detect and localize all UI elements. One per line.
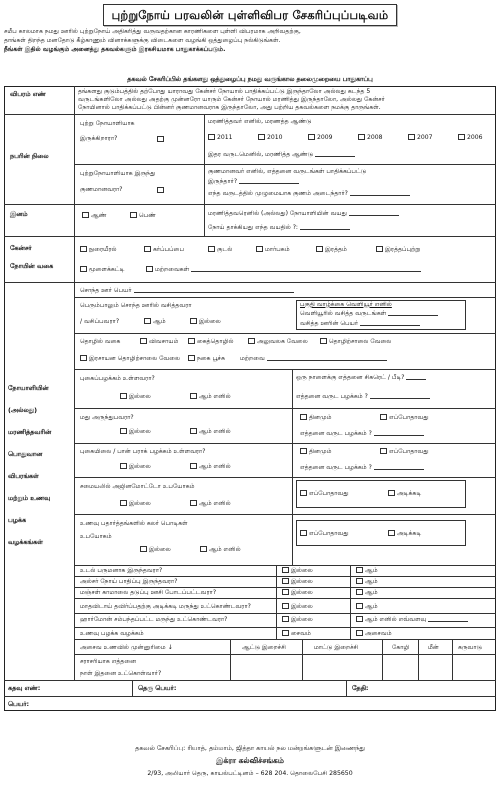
checkbox[interactable] <box>248 338 255 344</box>
checkbox[interactable] <box>190 500 197 506</box>
checkbox[interactable] <box>144 318 151 324</box>
alcohol-daily-option[interactable]: தினமும் <box>300 414 332 422</box>
meat-col-header: மீன் <box>428 644 439 651</box>
cancer-type-option[interactable]: மூளைக்கட்டி <box>80 266 125 274</box>
row-divider <box>74 333 496 334</box>
cancer-now-checkbox[interactable] <box>157 136 164 142</box>
alcohol-yes-option[interactable]: ஆம் எனில் <box>190 428 231 436</box>
row-divider <box>74 477 496 478</box>
native-question-1: பெரும்பாலும் சொந்த ஊரில் வசித்தவரா <box>80 302 192 309</box>
cured-label-a: புற்றுநோயாளியாக இருந்து <box>80 170 156 177</box>
row-divider <box>74 598 496 599</box>
lifestyle-label: விபரங்கள் <box>8 472 39 480</box>
checkbox[interactable] <box>140 546 147 552</box>
row-divider <box>4 204 496 205</box>
checkbox[interactable] <box>282 630 289 636</box>
col-divider <box>204 114 205 204</box>
cancer-type-option[interactable]: நுரையீரல் <box>80 246 117 254</box>
meat-col-header: கருவாடு <box>458 644 483 651</box>
checkbox[interactable] <box>140 338 147 344</box>
lifestyle-label: பழக்க <box>8 516 27 524</box>
intro-line-1: சமீப காலமாக நமது ஊரில் புற்றுநோய் அதிகரித்து வருவதற்கான காரணிகளை புள்ளி விபரமாக அறிவதற்கு, <box>4 28 301 35</box>
checkbox[interactable] <box>356 578 363 584</box>
cured-checkbox[interactable] <box>157 187 164 193</box>
checkbox[interactable] <box>120 428 127 434</box>
checkbox[interactable] <box>188 338 195 344</box>
meat-frequency-label-1: சராசரியாக எத்தனை <box>80 658 137 665</box>
msg-often-option[interactable]: அடிக்கடி <box>388 490 421 498</box>
col-divider <box>132 680 133 696</box>
checkbox[interactable] <box>282 589 289 595</box>
title-wrap <box>0 4 500 26</box>
cancer-now-label-b: இருக்கிறாரா? <box>80 135 118 142</box>
cancer-type-option[interactable]: இரத்தப்புற்று <box>376 246 420 254</box>
occupation-other-field[interactable]: மற்றவை <box>240 355 387 363</box>
occupation-option[interactable]: தொழிற்சாலை வேலை <box>320 338 391 346</box>
row-divider <box>74 369 496 370</box>
alcohol-no-option[interactable]: இல்லை <box>120 428 151 436</box>
occupation-option[interactable]: நகை பூச்சு <box>188 355 225 363</box>
lifestyle-label: (அல்லது) <box>8 406 38 414</box>
ulcer-no-option[interactable]: இல்லை <box>282 578 313 586</box>
street-name-field[interactable]: தெரு பெயர்: <box>138 684 177 692</box>
intro-line-2: தாங்கள் திறந்த மனதோடு கீழ்காணும் வினாக்களுக்கு விடைகளை வழங்கி ஒத்துழைப்பு நல்கிடுங்கள். <box>4 36 281 44</box>
checkbox[interactable] <box>380 414 387 420</box>
occupation-option[interactable]: கைத்தொழில் <box>188 338 234 346</box>
year-option[interactable]: 2011 <box>208 134 233 142</box>
diet-question: உணவு பழக்க வழக்கம் <box>80 630 144 637</box>
checkbox[interactable] <box>190 393 197 399</box>
row-divider <box>74 639 496 640</box>
smoke-yes-option[interactable]: ஆம் எனில் <box>190 393 231 401</box>
checkbox[interactable] <box>308 134 315 140</box>
row-divider <box>74 408 496 409</box>
row-family-text-3: நோயினால் பாதிக்கப்பட்டு பின்னர் குணமானவராக இருந்தாலோ, அது பற்றிய தகவல்களை நமக்கு தாருங்கள். <box>78 104 381 111</box>
col-divider <box>452 639 453 680</box>
occupation-option[interactable]: இரசாயன தொழிற்சாலை வேலை <box>80 355 180 363</box>
native-yes-option[interactable]: ஆம் <box>144 318 166 326</box>
vaccine-no-option[interactable]: இல்லை <box>282 589 313 597</box>
diet-veg-option[interactable]: சைவம் <box>282 630 311 638</box>
checkbox[interactable] <box>376 246 383 252</box>
tobacco-sometimes-option[interactable]: எப்போதாவது <box>380 448 429 456</box>
checkbox[interactable] <box>358 134 365 140</box>
row-divider <box>74 654 496 655</box>
lifestyle-label: நோயாளியின் <box>8 384 49 392</box>
checkbox[interactable] <box>256 246 263 252</box>
row-divider <box>74 297 496 298</box>
lifestyle-label: மரணித்தவரின் <box>8 428 52 436</box>
intro-line-3: நீங்கள் இதில் வழங்கும் அனைத்து தகவல்களும் இரகசியமாக பாதுகாக்கப்படும். <box>4 45 226 53</box>
msg-question: சமையலில் அஜினமோட்டோ உபயோகம் <box>80 483 195 490</box>
name-field[interactable]: பெயர்: <box>8 700 30 708</box>
other-year-field[interactable]: இதர வருடமெனில், மரணித்த ஆண்டு <box>208 151 355 159</box>
obese-no-option[interactable]: இல்லை <box>282 567 313 575</box>
footer-line-1: தகவல் சேகரிப்பு: ரியாத், தம்மாம், ஜித்தா காயல் நல மன்றங்களுடன் இணைந்து <box>135 744 365 752</box>
color-often-option[interactable]: அடிக்கடி <box>388 530 421 538</box>
alcohol-question: மது அருந்துபவரா? <box>80 414 134 421</box>
checkbox[interactable] <box>80 266 87 272</box>
col-divider <box>418 639 419 680</box>
occupation-option[interactable]: அலுவலக வேலை <box>248 338 308 346</box>
cancer-type-option[interactable]: குடல் <box>208 246 232 254</box>
cancer-type-other[interactable]: மற்றவைகள் <box>146 266 421 274</box>
smoke-count-field[interactable]: ஒரு நாளைக்கு எத்தனை சிகரெட் / பீடி? <box>296 374 426 382</box>
tobacco-yes-option[interactable]: ஆம் எனில் <box>190 463 231 471</box>
obese-yes-option[interactable]: ஆம் <box>356 567 378 575</box>
checkbox[interactable] <box>146 266 153 272</box>
lifestyle-label: மற்றும் உணவு <box>8 494 51 502</box>
row-divider <box>4 282 496 283</box>
checkbox[interactable] <box>300 490 307 496</box>
checkbox[interactable] <box>282 567 289 573</box>
checkbox[interactable] <box>458 134 465 140</box>
alcohol-years-field[interactable]: எத்தனை வருட பழக்கம் ? <box>300 430 424 438</box>
meat-col-header: மாட்டு இறைச்சி <box>314 644 359 651</box>
subhead: தகவல் சேகரிப்பில் தங்களது ஒத்துழைப்பு நமது வருங்கால தலைமுறையை பாதுகாப்பு <box>127 76 373 83</box>
gender-female-option[interactable]: பெண் <box>130 212 156 220</box>
tobacco-daily-option[interactable]: தினமும் <box>300 448 332 456</box>
hometown-field[interactable]: சொந்த ஊர் பெயர் <box>80 287 294 295</box>
row-divider <box>4 680 496 681</box>
age-field[interactable]: மரணித்தவரெனில் (அல்லது) நோயாளியின் வயது <box>208 210 399 218</box>
vaccine-yes-option[interactable]: ஆம் <box>356 589 378 597</box>
native-question-2: / வசிப்பவரா? <box>80 318 120 325</box>
hormone-yes-field[interactable]: ஆம் எனில் எவ்வளவு <box>356 616 468 624</box>
occupation-option[interactable]: விவசாயம் <box>140 338 178 346</box>
checkbox[interactable] <box>300 414 307 420</box>
ulcer-question: அல்சர் நோய் பாதிப்பு இருந்தவரா? <box>80 578 178 585</box>
meat-col-header: ஆட்டு இறைச்சி <box>242 644 286 651</box>
checkbox[interactable] <box>300 448 307 454</box>
checkbox[interactable] <box>258 134 265 140</box>
row-family-label: விபரம் எண் <box>10 90 46 98</box>
intro-text <box>4 28 496 54</box>
cured-year-field[interactable]: எந்த வருடத்தில் முழுமையாக குணம் அடைந்தார்? <box>208 190 410 198</box>
pill-no-option[interactable]: இல்லை <box>282 603 313 611</box>
alcohol-sometimes-option[interactable]: எப்போதாவது <box>380 414 429 422</box>
color-sometimes-option[interactable]: எப்போதாவது <box>300 530 349 538</box>
cancer-type-option[interactable]: இரத்தம் <box>316 246 347 254</box>
tobacco-years-field[interactable]: எத்தனை வருட பழக்கம் ? <box>300 464 424 472</box>
color-no-option[interactable]: இல்லை <box>140 546 171 554</box>
pill-question: மாதவிடாய் தவிர்ப்பதற்கு அடிக்கடி மருந்து உட்கொண்டவரா? <box>80 603 251 610</box>
abroad-heading: பகுதி வாழ்க்கை வெளியூர் எனில் <box>300 301 392 308</box>
row-divider <box>74 613 496 614</box>
smoke-no-option[interactable]: இல்லை <box>120 393 151 401</box>
door-number-field[interactable]: கதவு எண்: <box>8 684 41 692</box>
row-divider <box>4 236 496 237</box>
cured-years-field[interactable]: இருந்தார்? <box>208 178 299 186</box>
checkbox[interactable] <box>356 630 363 636</box>
died-year-question: மரணித்தவர் எனில், மரணத்த ஆண்டு <box>208 118 312 125</box>
pill-yes-option[interactable]: ஆம் <box>356 603 378 611</box>
hormone-no-option[interactable]: இல்லை <box>282 616 313 624</box>
checkbox[interactable] <box>356 567 363 573</box>
checkbox[interactable] <box>356 616 363 622</box>
row-divider <box>4 114 496 115</box>
msg-no-option[interactable]: இல்லை <box>120 500 151 508</box>
meat-preference-label: அசைவ உணவில் முன்னுரிமை ↓ <box>80 644 173 651</box>
checkbox[interactable] <box>130 212 137 218</box>
color-yes-option[interactable]: ஆம் எனில் <box>200 546 241 554</box>
row-divider <box>4 696 496 697</box>
form-title: புற்றுநோய் பரவலின் புள்ளிவிபர சேகரிப்புப்படிவம் <box>103 4 398 26</box>
abroad-town-field[interactable]: வசித்த ஊரின் பெயர் <box>300 320 420 328</box>
year-option[interactable]: 2008 <box>358 134 383 142</box>
year-option[interactable]: 2009 <box>308 134 333 142</box>
checkbox[interactable] <box>356 589 363 595</box>
row-type-label-2: நோயின் வகை <box>10 262 54 270</box>
year-option[interactable]: 2007 <box>408 134 433 142</box>
checkbox[interactable] <box>120 500 127 506</box>
row-type-label-1: கேன்சர் <box>10 244 32 252</box>
checkbox[interactable] <box>200 546 207 552</box>
vaccine-question: மஞ்சள் காமாலை தடுப்பு ஊசி போடப்பட்டவரா? <box>80 589 217 596</box>
msg-sometimes-option[interactable]: எப்போதாவது <box>300 490 349 498</box>
checkbox[interactable] <box>388 490 395 496</box>
checkbox[interactable] <box>316 246 323 252</box>
msg-yes-option[interactable]: ஆம் எனில் <box>190 500 231 508</box>
row-status-label: நபரின் நிலை <box>10 152 49 160</box>
checkbox[interactable] <box>320 338 327 344</box>
row-divider <box>74 576 496 577</box>
col-divider <box>346 680 347 696</box>
tobacco-no-option[interactable]: இல்லை <box>120 463 151 471</box>
year-option[interactable]: 2010 <box>258 134 283 142</box>
col-divider <box>292 369 293 565</box>
cancer-type-option[interactable]: மார்பகம் <box>256 246 290 254</box>
row-divider <box>74 514 496 515</box>
row-divider <box>74 443 496 444</box>
gender-male-option[interactable]: ஆண் <box>82 212 106 220</box>
checkbox[interactable] <box>282 616 289 622</box>
checkbox[interactable] <box>208 134 215 140</box>
checkbox[interactable] <box>300 530 307 536</box>
checkbox[interactable] <box>80 246 87 252</box>
checkbox[interactable] <box>408 134 415 140</box>
checkbox[interactable] <box>282 603 289 609</box>
checkbox[interactable] <box>120 393 127 399</box>
checkbox[interactable] <box>144 246 151 252</box>
checkbox[interactable] <box>188 355 195 361</box>
year-option[interactable]: 2006 <box>458 134 483 142</box>
hormone-question: ஹார்மோன் சம்பந்தப்பட்ட மருந்து உட்கொண்டவரா? <box>80 616 228 623</box>
meat-frequency-label-2: நாள் இதனை உட்கொள்வார்? <box>80 670 162 677</box>
native-no-option[interactable]: இல்லை <box>190 318 221 326</box>
occupation-label: தொழில் வகை <box>80 338 121 345</box>
checkbox[interactable] <box>208 246 215 252</box>
cancer-now-label-a: புற்று நோயாளியாக <box>80 120 135 127</box>
smoke-question: புகைப்பழக்கம் உள்ளவரா? <box>80 375 155 382</box>
col-divider <box>382 639 383 680</box>
checkbox[interactable] <box>82 212 89 218</box>
checkbox[interactable] <box>356 603 363 609</box>
tobacco-question: புகையிலை / பான் பராக் பழக்கம் உள்ளவரா? <box>80 448 206 455</box>
smoke-years-field[interactable]: எத்தனை வருட பழக்கம் ? <box>296 393 430 401</box>
row-family-text-1: தங்களது குடும்பத்தில் தற்போது யாராவது கேன்சர் நோயால் பாதிக்கப்பட்டு இருந்தாலோ அல்லது கடந்த 5 <box>78 88 371 95</box>
obese-question: உடல் பருமனாக இருந்தவரா? <box>80 567 163 574</box>
date-field[interactable]: தேதி: <box>352 684 369 692</box>
col-divider <box>204 204 205 236</box>
cancer-type-option[interactable]: கர்ப்பப்பை <box>144 246 184 254</box>
footer-org-name: இக்ரா கல்விச்சங்கம் <box>216 756 284 765</box>
cured-label-b: குணமானவரா? <box>80 186 123 193</box>
footer-address: 2/93, அலியார் தெரு, காயல்பட்டினம் – 628 204. தொலைபேசி 285650 <box>147 770 353 777</box>
color-question-1: உணவு பதார்த்தங்களில் கலர் பொடிகள் <box>80 520 188 527</box>
checkbox[interactable] <box>190 463 197 469</box>
col-divider <box>302 639 303 680</box>
label-column-divider <box>74 86 75 680</box>
cured-question-1: குணமானவர் எனில், எத்தனை வருடங்கள் பாதிக்கப்பட்டு <box>208 168 367 175</box>
checkbox[interactable] <box>80 355 87 361</box>
lifestyle-label: வழக்கங்கள் <box>8 538 43 546</box>
color-question-2: உபயோகம் <box>80 533 112 540</box>
row-gender-label: இனம் <box>10 210 28 218</box>
checkbox[interactable] <box>380 448 387 454</box>
meat-col-header: கோழி <box>392 644 410 651</box>
checkbox[interactable] <box>388 530 395 536</box>
row-divider <box>74 587 496 588</box>
row-divider <box>74 565 496 566</box>
lifestyle-label: பொதுவான <box>8 450 43 458</box>
checkbox[interactable] <box>190 428 197 434</box>
row-family-text-2: வருடங்களிலோ அல்லது அதற்கு முன்னரோ யாரும் கேன்சர் நோயால் மரணித்து இருந்தாலோ, அல்லது கேன்சர் <box>78 96 385 103</box>
checkbox[interactable] <box>190 318 197 324</box>
row-divider <box>74 627 496 628</box>
ulcer-yes-option[interactable]: ஆம் <box>356 578 378 586</box>
checkbox[interactable] <box>282 578 289 584</box>
checkbox[interactable] <box>120 463 127 469</box>
abroad-years-field[interactable]: வெளியூரில் வசித்த வருடங்கள் <box>300 310 438 318</box>
diet-nonveg-option[interactable]: அசைவம் <box>356 630 392 638</box>
row-divider <box>74 164 496 165</box>
onset-age-field[interactable]: நோய் தாக்கியது எந்த வயதில் ?: <box>208 224 350 232</box>
col-divider <box>230 639 231 680</box>
